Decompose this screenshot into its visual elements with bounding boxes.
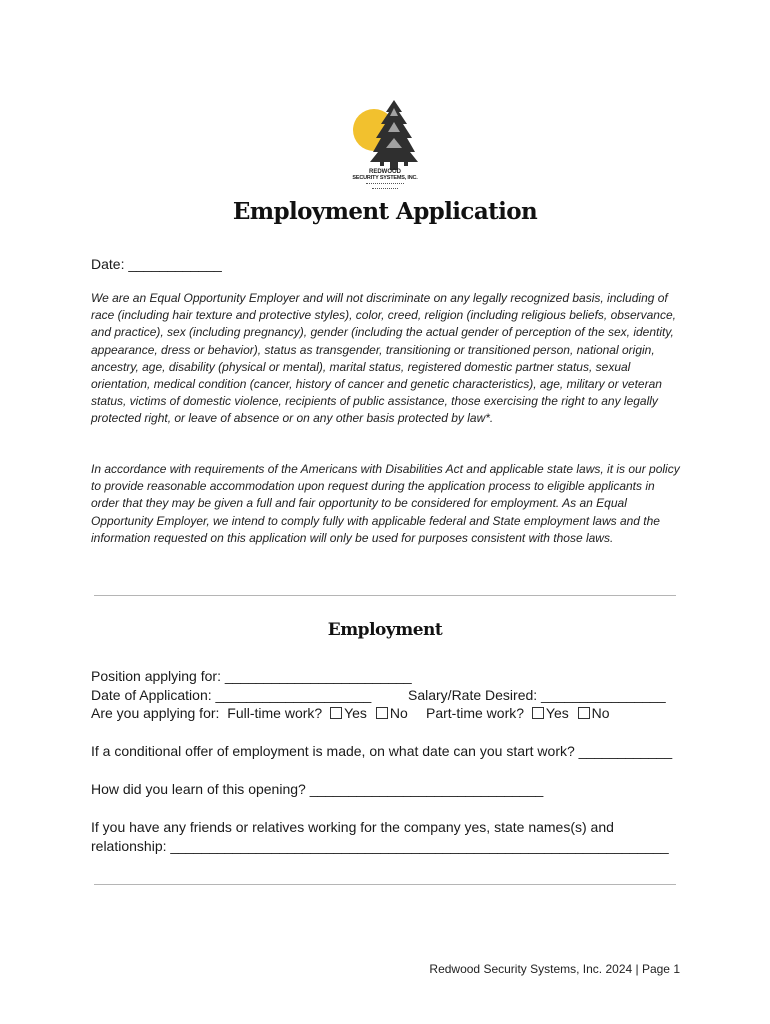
logo-tagline-mark-2 xyxy=(372,188,398,191)
employment-section-title: Employment xyxy=(327,620,443,640)
learn-of-opening-field[interactable]: How did you learn of this opening? ______________________________ xyxy=(91,781,544,797)
parttime-yes-label: Yes xyxy=(545,705,569,721)
logo-company-name: REDWOOD xyxy=(369,169,401,175)
salary-field[interactable]: Salary/Rate Desired: ________________ xyxy=(408,687,666,703)
parttime-row xyxy=(426,705,610,721)
section-divider xyxy=(94,595,676,596)
relationship-field[interactable]: relationship: ________________________________________________________________ xyxy=(91,838,669,854)
ada-statement-paragraph: In accordance with requirements of the Americans with Disabilities Act and applicable state laws, it is our policy to provide reasonable accommodation upon request during the application process to eligible applicants in order that they may be given a full and fair opportunity to be considered for employment. As an Equal Opportunity Employer, we intend to comply fully with applicable federal and State employment laws and the information requested on this application will only be used for purposes consistent with those laws. xyxy=(91,462,680,545)
parttime-yes-checkbox[interactable] xyxy=(532,707,544,719)
date-of-application-field[interactable]: Date of Application: ____________________ xyxy=(91,687,372,703)
start-date-field[interactable]: If a conditional offer of employment is made, on what date can you start work? ____________ xyxy=(91,743,673,759)
applying-for-label: Are you applying for: xyxy=(91,705,220,721)
logo-company-subtitle: SECURITY SYSTEMS, INC. xyxy=(352,175,418,181)
fulltime-yes-checkbox[interactable] xyxy=(330,707,342,719)
fulltime-no-checkbox[interactable] xyxy=(376,707,388,719)
page-footer: Redwood Security Systems, Inc. 2024 | Page 1 xyxy=(429,962,680,976)
logo-tagline-mark xyxy=(366,183,404,186)
parttime-label: Part-time work? xyxy=(426,705,525,721)
applying-for-row xyxy=(91,705,408,721)
fulltime-yes-label: Yes xyxy=(344,705,367,721)
date-field[interactable]: Date: ____________ xyxy=(91,256,222,272)
fulltime-label: Full-time work? xyxy=(227,705,323,721)
eeo-statement-paragraph: We are an Equal Opportunity Employer and will not discriminate on any legally recognized basis, including of race (including hair texture and protective styles), color, creed, religion (including religious beliefs, observance, and practice), sex (including pregnancy), gender (including the actual gender of perception of the sex, identity, appearance, dress or behavior), status as transgender, transitioning or transitioned person, national origin, ancestry, age, disability (physical or mental), marital status, registered domestic partner status, sexual orientation, medical condition (cancer, history of cancer and genetic characteristics), age, military or veteran status, victims of domestic violence, recipients of public assistance, those exercising the right to any legally protected right, or leave of absence or on any other basis protected by law*. xyxy=(91,291,676,426)
page-title: Employment Application xyxy=(232,198,538,225)
section-divider xyxy=(94,884,676,885)
position-field[interactable]: Position applying for: ________________________ xyxy=(91,668,412,684)
friends-relatives-question: If you have any friends or relatives working for the company yes, state names(s) and xyxy=(91,819,614,835)
parttime-no-checkbox[interactable] xyxy=(578,707,590,719)
parttime-no-label: No xyxy=(591,705,610,721)
fulltime-no-label: No xyxy=(389,705,408,721)
